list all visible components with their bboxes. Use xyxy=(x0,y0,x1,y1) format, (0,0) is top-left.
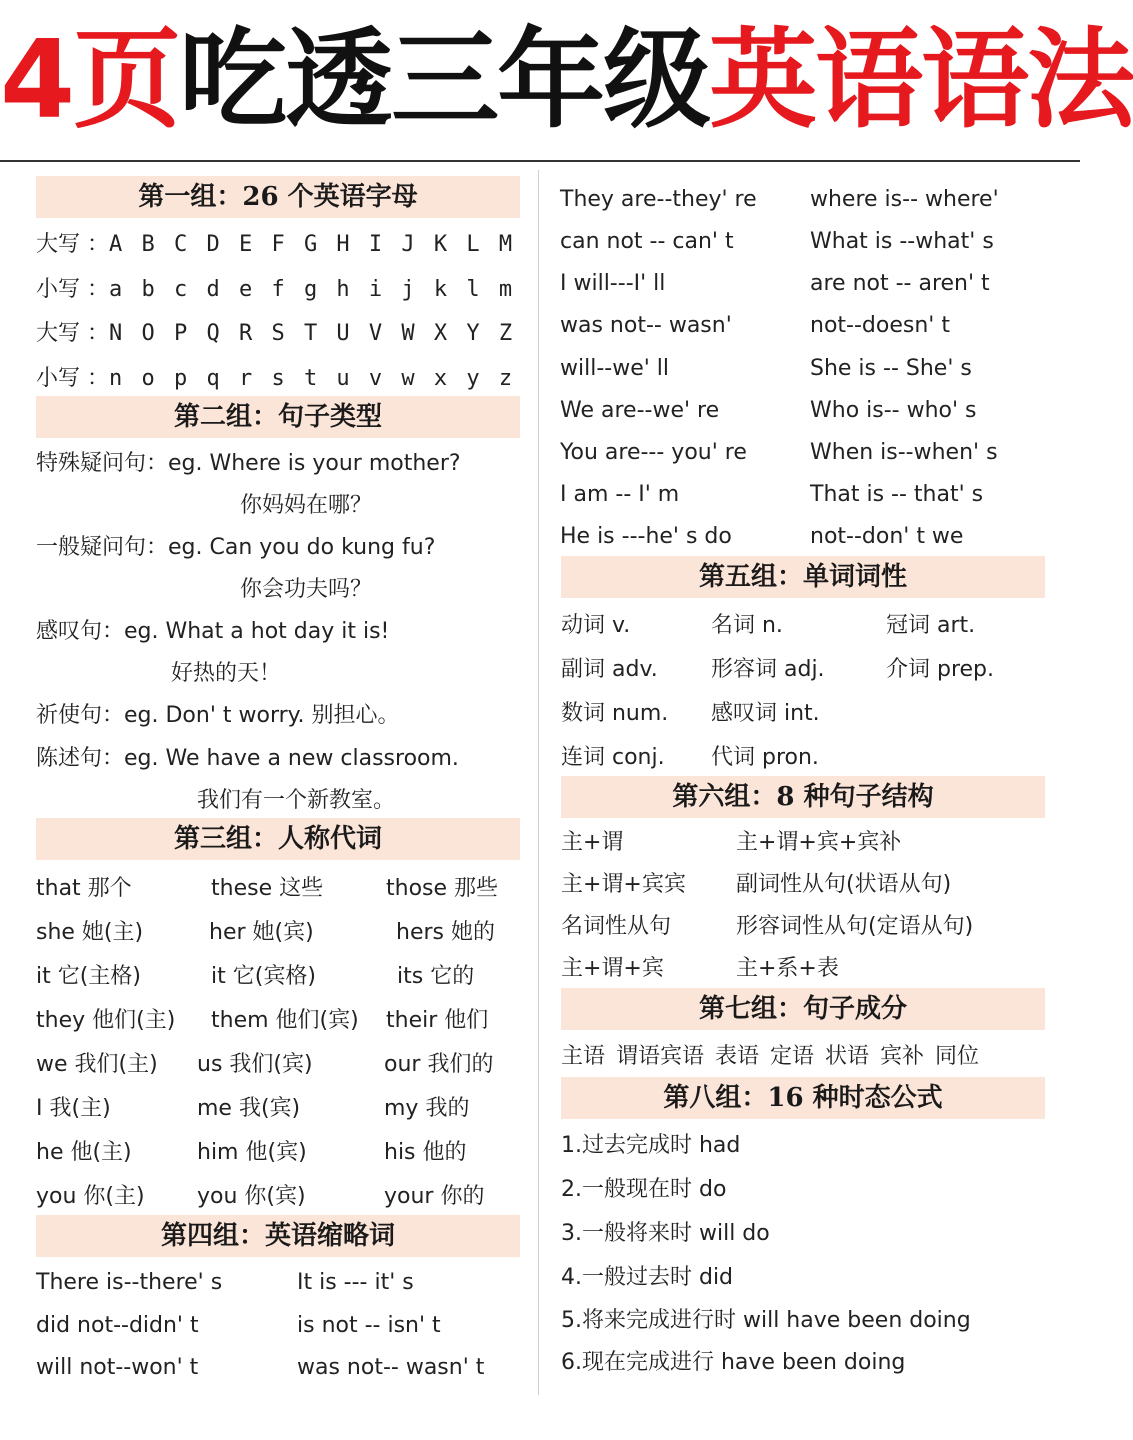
contraction-item: will--we' ll xyxy=(560,356,670,381)
title-part-2: 吃透三年级 xyxy=(179,18,710,143)
contraction-item: When is--when' s xyxy=(810,440,998,465)
alphabet-row xyxy=(36,229,515,261)
contraction-item: is not -- isn' t xyxy=(297,1313,441,1338)
tense-item: 3.一般将来时 will do xyxy=(561,1221,770,1246)
sentence-structure-item: 主+谓+宾 xyxy=(561,956,664,981)
group5-header: 第五组：单词词性 xyxy=(561,556,1045,598)
alphabet-label: 大写 ： xyxy=(36,321,109,346)
word-class-item: 连词 conj. xyxy=(561,745,665,770)
sentence-translation: 我们有一个新教室。 xyxy=(196,788,395,813)
tense-item: 4.一般过去时 did xyxy=(561,1265,734,1290)
contraction-item: where is-- where' xyxy=(810,187,999,212)
sentence-structure-item: 主+系+表 xyxy=(736,956,839,981)
group1-header: 第一组：26 个英语字母 xyxy=(36,176,520,218)
sentence-structure-item: 名词性从句 xyxy=(561,914,672,939)
tense-item: 6.现在完成进行 have been doing xyxy=(561,1350,906,1375)
contraction-item: They are--they' re xyxy=(560,187,757,212)
pronoun-cell: those 那些 xyxy=(386,876,499,901)
pronoun-cell: their 他们 xyxy=(386,1008,489,1033)
pronoun-cell: my 我的 xyxy=(384,1096,470,1121)
group4-header: 第四组：英语缩略词 xyxy=(36,1215,520,1257)
alphabet-row xyxy=(36,274,515,306)
contraction-item: What is --what' s xyxy=(810,229,994,254)
sentence-translation: 你妈妈在哪？ xyxy=(239,493,372,518)
contraction-item: not--don' t we xyxy=(810,524,964,549)
pronoun-cell: they 他们(主) xyxy=(36,1008,176,1033)
alphabet-row xyxy=(36,318,515,350)
pronoun-cell: that 那个 xyxy=(36,876,132,901)
sentence-structure-item: 主+谓+宾+宾补 xyxy=(736,830,902,855)
sentence-type-imperative: 祈使句：eg. Don' t worry. 别担心。 xyxy=(36,703,400,728)
page-title xyxy=(0,18,1133,143)
pronoun-cell: it 它(主格) xyxy=(36,964,141,989)
sentence-type-general-question: 一般疑问句：eg. Can you do kung fu? xyxy=(36,535,436,560)
contraction-item: can not -- can' t xyxy=(560,229,734,254)
contraction-item: are not -- aren' t xyxy=(810,271,990,296)
alphabet-label: 大写 ： xyxy=(36,232,109,257)
sentence-translation: 好热的天！ xyxy=(170,661,281,686)
word-class-item: 副词 adv. xyxy=(561,657,658,682)
title-part-3: 英语语法 xyxy=(709,18,1133,143)
pronoun-cell: him 他(宾) xyxy=(197,1140,307,1165)
pronoun-cell: us 我们(宾) xyxy=(197,1052,313,1077)
pronoun-cell: his 他的 xyxy=(384,1140,467,1165)
pronoun-cell: them 他们(宾) xyxy=(211,1008,359,1033)
tense-item: 5.将来完成进行时 will have been doing xyxy=(561,1308,971,1333)
contraction-item: There is--there' s xyxy=(36,1270,223,1295)
contraction-item: We are--we' re xyxy=(560,398,720,423)
word-class-item: 冠词 art. xyxy=(886,613,976,638)
contraction-item: will not--won' t xyxy=(36,1355,199,1380)
word-class-item: 代词 pron. xyxy=(711,745,819,770)
alphabet-label: 小写 ： xyxy=(36,277,109,302)
pronoun-cell: me 我(宾) xyxy=(197,1096,301,1121)
word-class-item: 名词 n. xyxy=(711,613,783,638)
pronoun-cell: he 他(主) xyxy=(36,1140,132,1165)
sentence-type-special-question: 特殊疑问句：eg. Where is your mother? xyxy=(36,451,461,476)
pronoun-cell: you 你(宾) xyxy=(197,1184,306,1209)
contraction-item: was not-- wasn' t xyxy=(297,1355,485,1380)
pronoun-cell: we 我们(主) xyxy=(36,1052,158,1077)
title-part-1: 4页 xyxy=(0,18,180,143)
column-divider xyxy=(538,170,539,1395)
tense-item: 1.过去完成时 had xyxy=(561,1133,741,1158)
group6-header: 第六组：8 种句子结构 xyxy=(561,776,1045,818)
sentence-structure-item: 形容词性从句(定语从句) xyxy=(736,914,974,939)
title-underline xyxy=(0,160,1080,162)
pronoun-cell: our 我们的 xyxy=(384,1052,494,1077)
contraction-item: not--doesn' t xyxy=(810,313,950,338)
tense-item: 2.一般现在时 do xyxy=(561,1177,727,1202)
pronoun-cell: these 这些 xyxy=(211,876,324,901)
contraction-item: You are--- you' re xyxy=(560,440,747,465)
group3-header: 第三组：人称代词 xyxy=(36,818,520,860)
contraction-item: I am -- I' m xyxy=(560,482,680,507)
sentence-structure-item: 副词性从句(状语从句) xyxy=(736,872,952,897)
sentence-structure-item: 主+谓 xyxy=(561,830,624,855)
contraction-item: was not-- wasn' xyxy=(560,313,732,338)
alphabet-letters: n o p q r s t u v w x y z xyxy=(109,366,516,391)
sentence-components: 主语 谓语宾语 表语 定语 状语 宾补 同位 xyxy=(561,1044,979,1069)
word-class-item: 动词 v. xyxy=(561,613,631,638)
word-class-item: 形容词 adj. xyxy=(711,657,825,682)
alphabet-row xyxy=(36,363,515,395)
contraction-item: She is -- She' s xyxy=(810,356,972,381)
pronoun-cell: I 我(主) xyxy=(36,1096,111,1121)
pronoun-cell: its 它的 xyxy=(397,964,475,989)
sentence-translation: 你会功夫吗？ xyxy=(239,577,372,602)
group8-header: 第八组：16 种时态公式 xyxy=(561,1077,1045,1119)
pronoun-cell: it 它(宾格) xyxy=(211,964,316,989)
pronoun-cell: hers 她的 xyxy=(396,920,495,945)
pronoun-cell: you 你(主) xyxy=(36,1184,145,1209)
alphabet-letters: a b c d e f g h i j k l m xyxy=(109,277,516,302)
contraction-item: He is ---he' s do xyxy=(560,524,732,549)
group2-header: 第二组：句子类型 xyxy=(36,396,520,438)
word-class-item: 感叹词 int. xyxy=(711,701,820,726)
sentence-type-declarative: 陈述句：eg. We have a new classroom. xyxy=(36,746,459,771)
word-class-item: 数词 num. xyxy=(561,701,669,726)
word-class-item: 介词 prep. xyxy=(886,657,995,682)
pronoun-cell: she 她(主) xyxy=(36,920,144,945)
contraction-item: That is -- that' s xyxy=(810,482,984,507)
alphabet-label: 小写 ： xyxy=(36,366,109,391)
group7-header: 第七组：句子成分 xyxy=(561,988,1045,1030)
contraction-item: I will---I' ll xyxy=(560,271,666,296)
alphabet-letters: N O P Q R S T U V W X Y Z xyxy=(109,321,516,346)
pronoun-cell: her 她(宾) xyxy=(209,920,314,945)
contraction-item: Who is-- who' s xyxy=(810,398,977,423)
sentence-structure-item: 主+谓+宾宾 xyxy=(561,872,686,897)
alphabet-letters: A B C D E F G H I J K L M xyxy=(109,232,516,257)
sentence-type-exclamation: 感叹句：eg. What a hot day it is! xyxy=(36,619,390,644)
contraction-item: did not--didn' t xyxy=(36,1313,199,1338)
contraction-item: It is --- it' s xyxy=(297,1270,414,1295)
pronoun-cell: your 你的 xyxy=(384,1184,485,1209)
